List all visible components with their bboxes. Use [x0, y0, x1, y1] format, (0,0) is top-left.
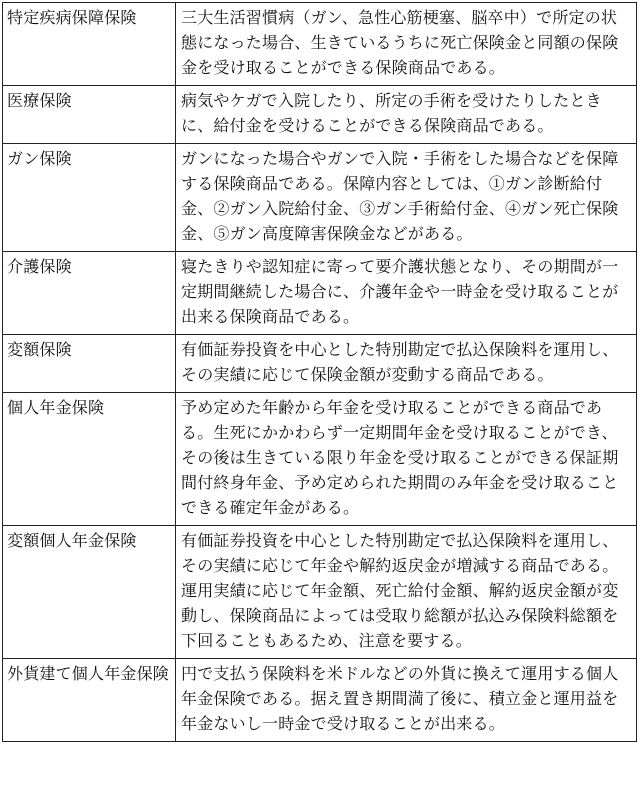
table-row	[3, 86, 637, 144]
term-cell: 変額保険	[3, 335, 176, 393]
term-cell: 変額個人年金保険	[3, 526, 176, 659]
table-row	[3, 659, 637, 742]
description-cell: ガンになった場合やガンで入院・手術をした場合などを保障する保険商品である。保障内容としては、①ガン診断給付金、②ガン入院給付金、③ガン手術給付金、④ガン死亡保険金、⑤ガン高度障害保険金などがある。	[176, 144, 637, 252]
table-row	[3, 335, 637, 393]
term-cell: 介護保険	[3, 252, 176, 335]
term-cell: ガン保険	[3, 144, 176, 252]
description-cell: 円で支払う保険料を米ドルなどの外貨に換えて運用する個人年金保険である。据え置き期間満了後に、積立金と運用益を年金ないし一時金で受け取ることが出来る。	[176, 659, 637, 742]
table-row	[3, 3, 637, 86]
term-cell: 個人年金保険	[3, 393, 176, 526]
table-row	[3, 526, 637, 659]
table-row	[3, 393, 637, 526]
term-cell: 特定疾病保障保険	[3, 3, 176, 86]
description-cell: 有価証券投資を中心とした特別勘定で払込保険料を運用し、その実績に応じて保険金額が変動する商品である。	[176, 335, 637, 393]
table-row	[3, 144, 637, 252]
description-cell: 予め定めた年齢から年金を受け取ることができる商品である。生死にかかわらず一定期間年金を受け取ることができ、その後は生きている限り年金を受け取ることができる保証期間付終身年金、予め定められた期間のみ年金を受け取ることできる確定年金がある。	[176, 393, 637, 526]
term-cell: 医療保険	[3, 86, 176, 144]
description-cell: 病気やケガで入院したり、所定の手術を受けたりしたときに、給付金を受けることができる保険商品である。	[176, 86, 637, 144]
term-cell: 外貨建て個人年金保険	[3, 659, 176, 742]
table-row	[3, 252, 637, 335]
insurance-glossary-table	[2, 2, 637, 742]
description-cell: 寝たきりや認知症に寄って要介護状態となり、その期間が一定期間継続した場合に、介護年金や一時金を受け取ることが出来る保険商品である。	[176, 252, 637, 335]
description-cell: 有価証券投資を中心とした特別勘定で払込保険料を運用し、その実績に応じて年金や解約返戻金が増減する商品である。運用実績に応じて年金額、死亡給付金額、解約返戻金額が変動し、保険商品によっては受取り総額が払込み保険料総額を下回ることもあるため、注意を要する。	[176, 526, 637, 659]
description-cell: 三大生活習慣病（ガン、急性心筋梗塞、脳卒中）で所定の状態になった場合、生きているうちに死亡保険金と同額の保険金を受け取ることができる保険商品である。	[176, 3, 637, 86]
